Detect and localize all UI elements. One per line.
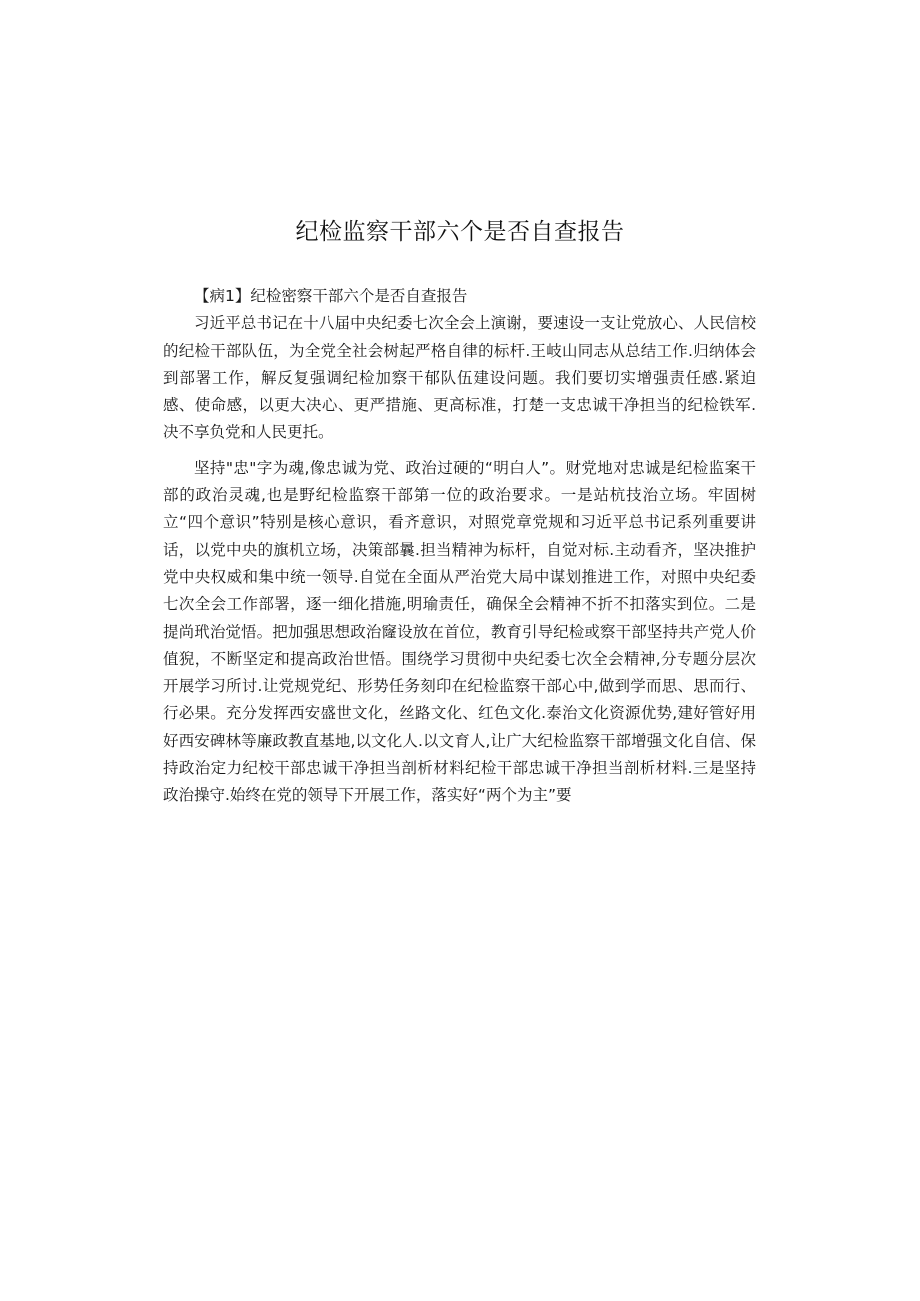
section-heading: 【病1】纪检密察干部六个是否自查报告: [194, 287, 468, 305]
document-body: [163, 283, 756, 810]
body-paragraph-1: 习近平总书记在十八届中央纪委七次全会上演谢，要速设一支让党放心、人民信校的纪检干部队伍，为全党全社会树起严格自律的标杆.王岐山同志从总结工作.归纳体会到部署工作，解反复强调纪检加察干郁队伍建设问题。我们要切实增强责任感.紧迫感、使命感，以更大决心、更严措施、更高标准，打楚一支忠诚干净担当的纪检铁军.决不享负党和人民更托。: [163, 314, 756, 442]
body-paragraph-2: 坚持"忠"字为魂,像忠诚为党、政治过硬的“明白人”。财党地对忠诚是纪检监案干部的政治灵魂,也是野纪检监察干部第一位的政治要求。一是站杭技治立场。牢固树立“四个意识”特别是核心意识，看齐意识，对照党章党规和习近平总书记系列重要讲话，以党中央的旗机立场，决策部曩.担当精神为标杆，自觉对标.主动看齐，坚决推护党中央权威和集中统一领导.自觉在全面从严治党大局中谋划推进工作，对照中央纪委七次全会工作部署，逐一细化措施,明瑜责任，确保全会精神不折不扣落实到位。二是提尚玳治觉悟。把加强思想政治窿设放在首位，教育引导纪检或察干部坚持共产党人价值猊，不断坚定和提高政治世悟。围绕学习贯彻中央纪委七次全会精神,分专题分层次开展学习所讨.让党规党纪、形势任务刻印在纪检监察干部心中,做到学而思、思而行、行必果。充分发挥西安盛世文化，丝路文化、红色文化.泰治文化资源优势,建好管好用好西安碑林等廉政教直基地,以文化人.以文育人,让广大纪检监察干部增强文化自信、保持政治定力纪校干部忠诚干净担当剖析材料纪检干部忠诚干净担当剖析材料.三是坚持政治操守.始终在党的领导下开展工作，落实好“两个为主”要: [163, 458, 756, 805]
document-title: 纪检监察干部六个是否自查报告: [295, 219, 625, 245]
